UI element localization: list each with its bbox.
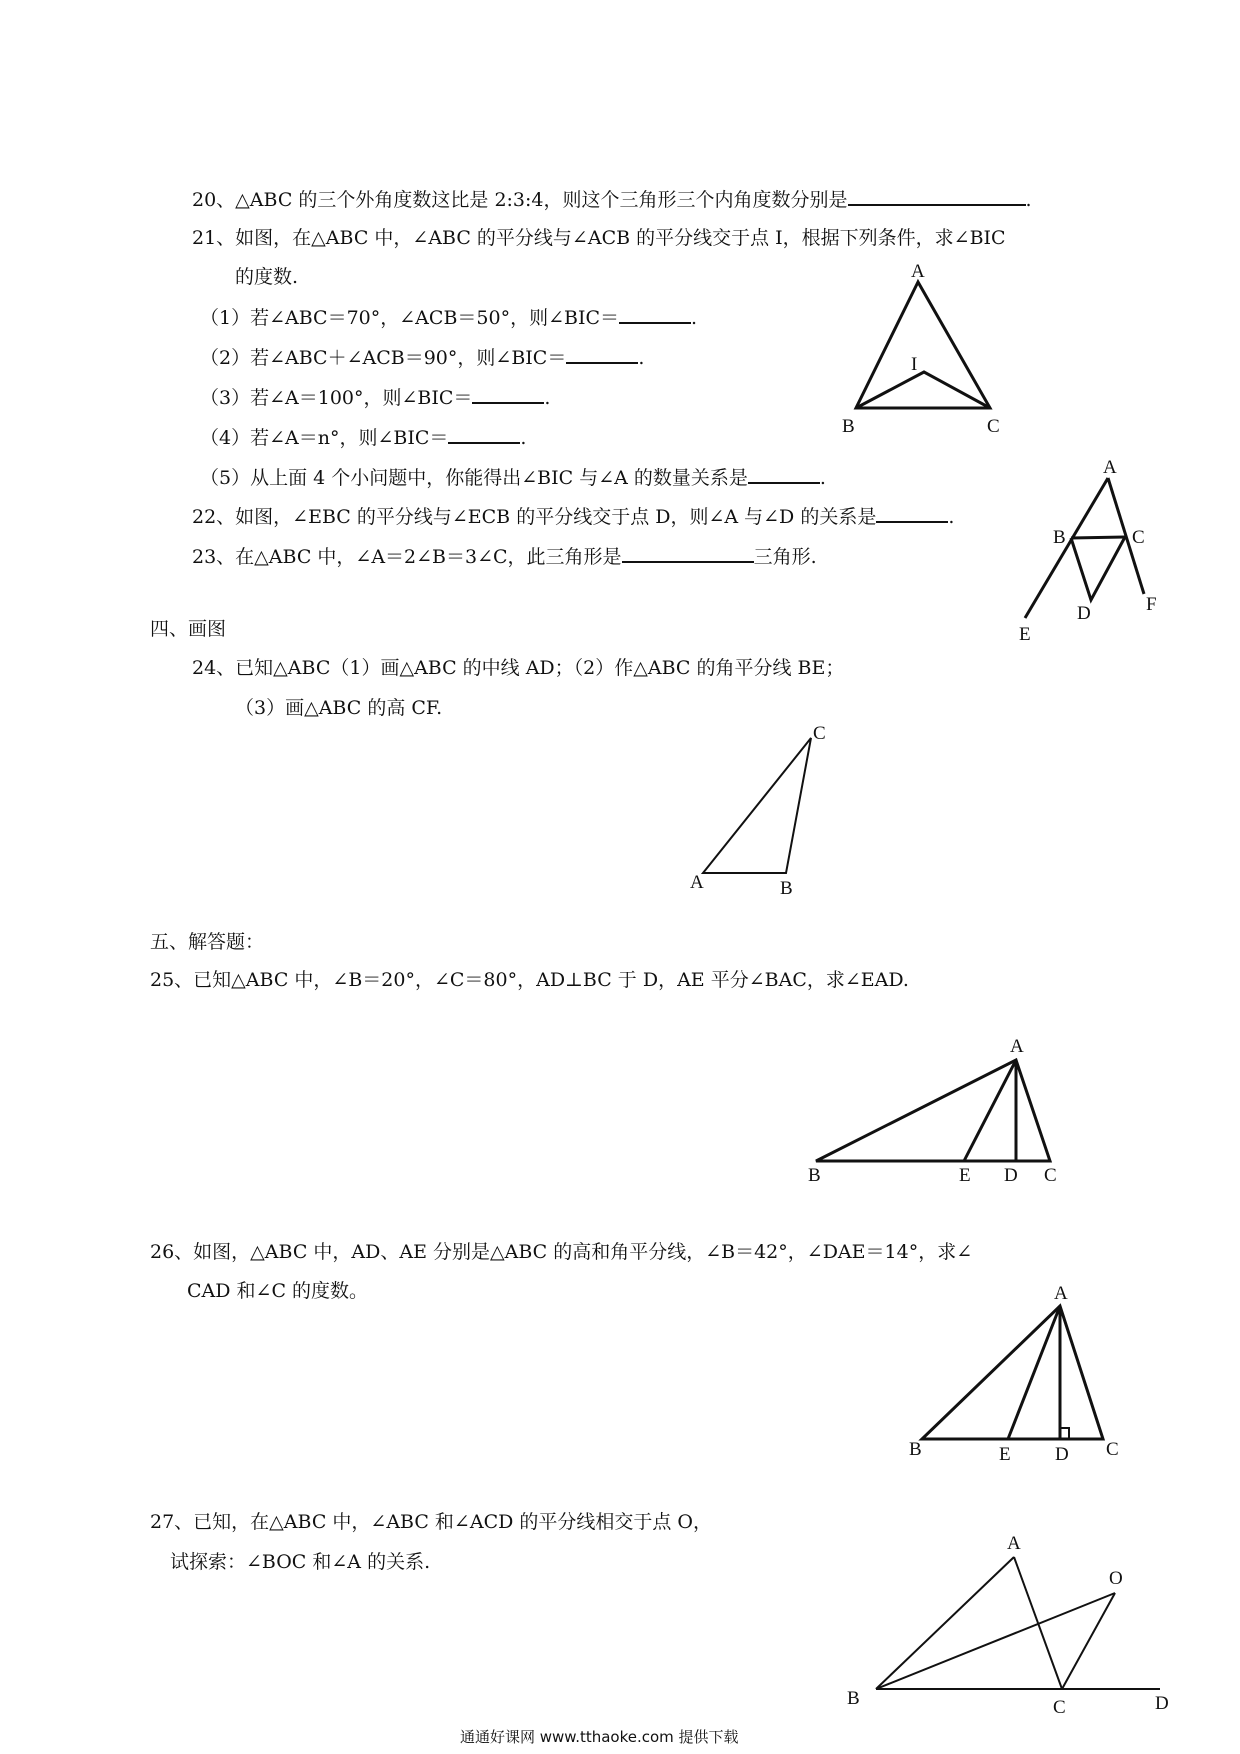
part-end: . — [544, 387, 551, 409]
vertex-label: D — [1055, 1444, 1069, 1465]
vertex-label: F — [1146, 594, 1157, 615]
question-24-line-1: 24、已知△ABC（1）画△ABC 的中线 AD；（2）作△ABC 的角平分线 BE； — [192, 657, 845, 679]
vertex-label: B — [909, 1439, 922, 1460]
vertex-label: B — [1053, 527, 1066, 548]
vertex-label: B — [808, 1165, 821, 1186]
vertex-label: I — [911, 354, 918, 375]
vertex-label: O — [1109, 1568, 1123, 1589]
vertex-label: B — [847, 1688, 860, 1709]
question-26-line-2: CAD 和∠C 的度数。 — [187, 1280, 369, 1302]
question-21-line-2: 的度数. — [235, 266, 299, 288]
question-24-line-2: （3）画△ABC 的高 CF. — [235, 697, 443, 719]
vertex-label: C — [1044, 1165, 1057, 1186]
question-26-line-1: 26、如图，△ABC 中，AD、AE 分别是△ABC 的高和角平分线，∠B＝42°，∠DAE＝14°，求∠ — [150, 1241, 973, 1263]
vertex-label: C — [1053, 1697, 1066, 1718]
vertex-label: A — [1103, 457, 1117, 478]
segment-ba — [876, 1557, 1014, 1689]
page-footer: 通通好课网 www.tthaoke.com 提供下载 — [460, 1728, 739, 1746]
bisector-co — [1062, 1593, 1115, 1689]
question-21-line-1: 21、如图，在△ABC 中，∠ABC 的平分线与∠ACB 的平分线交于点 I，根据下列条件，求∠BIC — [192, 227, 1006, 249]
vertex-label: E — [999, 1444, 1011, 1465]
question-27-line-1: 27、已知，在△ABC 中，∠ABC 和∠ACD 的平分线相交于点 O， — [150, 1511, 713, 1533]
vertex-label: A — [1007, 1533, 1021, 1554]
question-22-text: 22、如图，∠EBC 的平分线与∠ECB 的平分线交于点 D，则∠A 与∠D 的关系是 — [192, 506, 877, 528]
vertex-label: C — [1106, 1439, 1119, 1460]
question-20-text: 20、△ABC 的三个外角度数这比是 2:3:4，则这个三角形三个内角度数分别是 — [192, 189, 848, 211]
part-text: （1）若∠ABC＝70°，∠ACB＝50°，则∠BIC＝ — [200, 307, 620, 329]
vertex-label: A — [690, 872, 704, 893]
vertex-label: C — [987, 416, 1000, 437]
vertex-label: A — [1010, 1036, 1024, 1057]
question-end: . — [1025, 189, 1032, 211]
vertex-label: A — [911, 261, 925, 282]
vertex-label: E — [1019, 624, 1031, 645]
part-end: . — [520, 427, 527, 449]
vertex-label: C — [813, 723, 826, 744]
vertex-label: B — [780, 878, 793, 899]
part-end: . — [691, 307, 698, 329]
vertex-label: A — [1054, 1283, 1068, 1304]
bisector-bo — [876, 1593, 1115, 1689]
section-heading-solve: 五、解答题： — [150, 931, 265, 953]
part-text: （3）若∠A＝100°，则∠BIC＝ — [200, 387, 473, 409]
vertex-label: B — [842, 416, 855, 437]
vertex-label: D — [1077, 603, 1091, 624]
question-23-text: 23、在△ABC 中，∠A＝2∠B＝3∠C，此三角形是 — [192, 546, 622, 568]
question-27-line-2: 试探索：∠BOC 和∠A 的关系. — [170, 1551, 431, 1573]
section-heading-drawing: 四、画图 — [150, 618, 227, 640]
part-end: . — [638, 347, 645, 369]
vertex-label: D — [1004, 1165, 1018, 1186]
part-end: . — [819, 467, 826, 489]
part-text: （5）从上面 4 个小问题中，你能得出∠BIC 与∠A 的数量关系是 — [200, 467, 748, 489]
question-end: . — [948, 506, 955, 528]
vertex-label: D — [1155, 1693, 1169, 1714]
vertex-label: E — [959, 1165, 971, 1186]
vertex-label: C — [1132, 527, 1145, 548]
question-end: 三角形. — [753, 546, 817, 568]
part-text: （2）若∠ABC＋∠ACB＝90°，则∠BIC＝ — [200, 347, 567, 369]
part-text: （4）若∠A＝n°，则∠BIC＝ — [200, 427, 449, 449]
question-25: 25、已知△ABC 中，∠B＝20°，∠C＝80°，AD⊥BC 于 D，AE 平分∠BAC，求∠EAD. — [150, 969, 909, 991]
